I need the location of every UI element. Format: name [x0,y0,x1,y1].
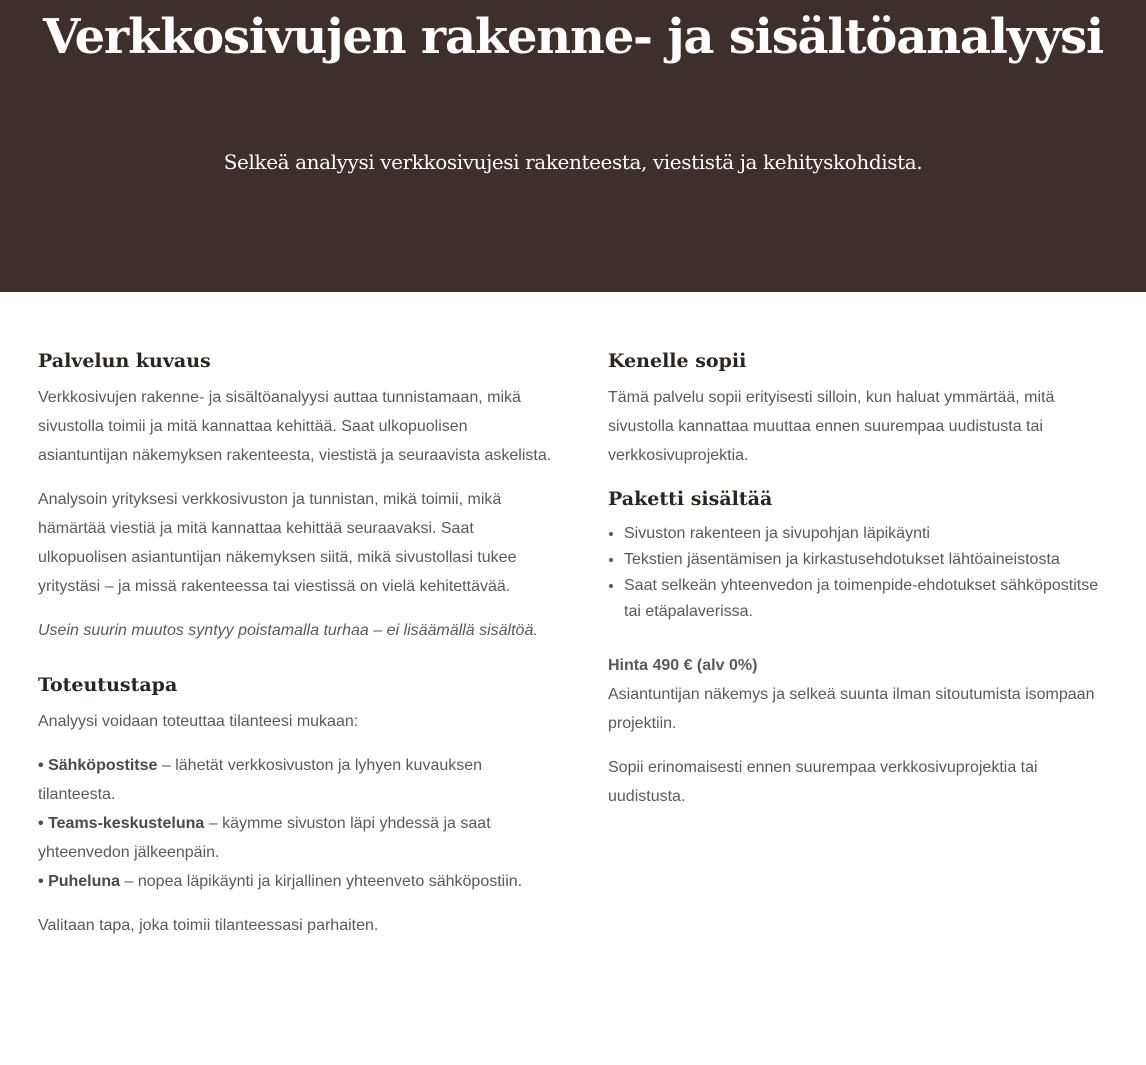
audience-heading: Kenelle sopii [608,350,747,372]
left-column [38,347,558,955]
option-name: Teams-keskusteluna [48,815,205,832]
method-intro: Analyysi voidaan toteuttaa tilanteesi mukaan: [38,713,359,730]
option-name: Puheluna [48,873,121,890]
method-heading: Toteutustapa [38,674,178,696]
list-item: • Saat selkeän yhteenvedon ja toimenpide-ehdotukset sähköpostitse tai etäpalaverissa. [624,573,1118,625]
price-label: Hinta 490 € (alv 0%) [608,657,758,674]
option-name: Sähköpostitse [48,757,158,774]
hero-banner [0,0,1146,292]
description-heading: Palvelun kuvaus [38,350,211,372]
description-paragraph-2: Analysoin yrityksesi verkkosivuston ja tunnistan, mikä toimii, mikä hämärtää viestiä ja mitä kannattaa kehittää seuraavaksi. Saat ulkopuolisen asiantuntijan näkemyksen siitä, mikä sivustollasi tukee yritystäsi – ja missä rakenteessa tai viestissä on vielä kehitettävää. [38,491,517,595]
package-list [608,521,1118,625]
option-bullet: • [38,873,44,890]
list-item: • Sivuston rakenteen ja sivupohjan läpikäynti [624,521,1118,547]
method-option-email [38,751,558,809]
list-item: • Tekstien jäsentämisen ja kirkastusehdotukset lähtöaineistosta [624,547,1118,573]
package-heading: Paketti sisältää [608,488,773,510]
page-subtitle: Selkeä analyysi verkkosivujesi rakenteesta, viestistä ja kehityskohdista. [223,150,923,174]
description-quote: Usein suurin muutos syntyy poistamalla turhaa – ei lisäämällä sisältöä. [38,622,538,639]
option-desc: – käymme sivuston läpi yhdessä ja saat yhteenvedon jälkeenpäin. [38,815,491,861]
right-column [608,347,1118,826]
method-options [38,751,558,896]
option-bullet: • [38,757,44,774]
option-desc: – nopea läpikäynti ja kirjallinen yhteenveto sähköpostiin. [120,873,523,890]
description-paragraph-1: Verkkosivujen rakenne- ja sisältöanalyysi auttaa tunnistamaan, mikä sivustolla toimii ja mitä kannattaa kehittää. Saat ulkopuolisen asiantuntijan näkemyksen rakenteesta, viestistä ja seuraavista askelista. [38,389,552,464]
method-outro: Valitaan tapa, joka toimii tilanteessasi parhaiten. [38,917,379,934]
audience-text: Tämä palvelu sopii erityisesti silloin, kun haluat ymmärtää, mitä sivustolla kannattaa muuttaa ennen suurempaa uudistusta tai verkkosivuprojektia. [608,389,1055,464]
main-content [0,292,1146,934]
page-title: Verkkosivujen rakenne- ja sisältöanalyysi [42,9,1104,65]
option-desc: – lähetät verkkosivuston ja lyhyen kuvauksen tilanteesta. [38,757,483,803]
price-note: Sopii erinomaisesti ennen suurempaa verkkosivuprojektia tai uudistusta. [608,759,1038,805]
price-text: Asiantuntijan näkemys ja selkeä suunta ilman sitoutumista isompaan projektiin. [608,686,1095,732]
method-option-phone [38,867,558,896]
method-option-teams [38,809,558,867]
option-bullet: • [38,815,44,832]
